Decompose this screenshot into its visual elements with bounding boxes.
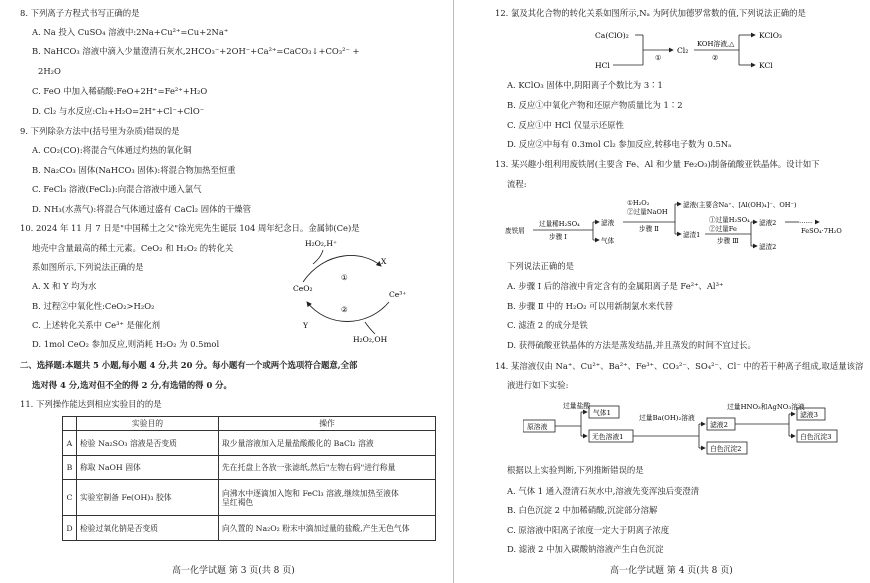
q10-option-c: C. 上述转化关系中 Ce³⁺ 是催化剂 (32, 320, 161, 330)
q13-reagent-h2o2: ①H₂O₂ (627, 199, 650, 207)
q8-option-b-cont: 2H₂O (38, 66, 61, 76)
table-row (63, 456, 436, 480)
q14-original: 原溶液 (527, 423, 548, 431)
q13-sub-stem: 下列说法正确的是 (507, 261, 574, 271)
q13-step1-cond: 过量稀H₂SO₄ (539, 220, 580, 228)
q13-stem-line2: 流程: (507, 179, 527, 189)
q12-kclo3: KClO₃ (759, 31, 782, 40)
q13-gas: 气体 (601, 237, 615, 245)
row-operation-line: 呈红褐色 (222, 497, 254, 507)
section2-instruction-line1: 二、选择题:本题共 5 小题,每小题 4 分,共 20 分。每小题有一个或两个选项符合题意,全部 (20, 360, 358, 370)
q14-option-a: A. 气体 1 通入澄清石灰水中,溶液先变浑浊后变澄清 (507, 486, 700, 496)
q14-stem-line2: 液进行如下实验: (507, 380, 569, 390)
q14-reagent3: 过量HNO₃和AgNO₃溶液 (727, 403, 805, 411)
header-aim: 实验目的 (77, 417, 219, 431)
q11-table (62, 416, 436, 541)
q13-flowchart (505, 196, 845, 258)
q10-product-y: Y (303, 321, 309, 330)
row-option: D (63, 516, 77, 541)
q13-stem-line1: 13. 某兴趣小组利用废铁屑(主要含 Fe、Al 和少量 Fe₂O₃)制备硫酸亚铁晶体。设计如下 (495, 159, 820, 169)
table-row (63, 431, 436, 456)
q10-lower-arc (307, 302, 389, 322)
q14-stem-line1: 14. 某溶液仅由 Na⁺、Cu²⁺、Ba²⁺、Fe³⁺、CO₃²⁻、SO₄²⁻、Cl⁻ 中的若干种离子组成,取适量该溶 (495, 361, 864, 371)
table-row (63, 480, 436, 516)
q13-dots: …… (799, 217, 813, 225)
q12-cl2: Cl₂ (677, 46, 689, 55)
q12-option-c: C. 反应①中 HCl 仅显示还原性 (507, 120, 624, 130)
q12-hcl: HCl (595, 61, 610, 70)
q9-option-a: A. CO₂(CO):将混合气体通过灼热的氧化铜 (32, 145, 192, 155)
q13-step2: 步骤 Ⅱ (639, 225, 659, 233)
q14-sub-stem: 根据以上实验判断,下列推断错误的是 (507, 465, 644, 475)
q12-condition2: KOH溶液,△ (697, 40, 735, 48)
row-option: C (63, 480, 77, 516)
q13-scrap: 废铁屑 (505, 227, 525, 235)
q13-filtrate-ions: 滤液(主要含Na⁺、[Al(OH)₄]⁻、OH⁻) (683, 201, 797, 209)
q14-reagent2: 过量Ba(OH)₂溶液 (639, 414, 695, 422)
q13-option-d: D. 获得硫酸亚铁晶体的方法是蒸发结晶,并且蒸发的时间不宜过长。 (507, 340, 756, 350)
q14-precip2: 白色沉淀2 (710, 445, 742, 453)
q12-stem: 12. 氯及其化合物的转化关系如图所示,Nₐ 为阿伏加德罗常数的值,下列说法正确的是 (495, 8, 806, 18)
q9-option-d: D. NH₃(水蒸气):将混合气体通过盛有 CaCl₂ 固体的干燥管 (32, 204, 252, 214)
q12-kcl: KCl (759, 61, 773, 70)
q8-option-b: B. NaHCO₃ 溶液中滴入少量澄清石灰水,2HCO₃⁻+2OH⁻+Ca²⁺=CaCO₃↓+CO₃²⁻ + (32, 46, 360, 56)
q10-ce-cycle-diagram (285, 236, 410, 346)
q10-stem-line2: 地壳中含量最高的稀土元素。CeO₂ 和 H₂O₂ 的转化关 (32, 243, 234, 253)
q13-reagent-naoh: ②过量NaOH (627, 208, 668, 216)
right-page-footer: 高一化学试题 第 4 页(共 8 页) (610, 566, 733, 576)
q10-option-d: D. 1mol CeO₂ 参加反应,则消耗 H₂O₂ 为 0.5mol (32, 339, 220, 349)
q14-flowchart (523, 398, 843, 456)
q10-reagent-in-arrow (313, 250, 323, 264)
row-aim: 检验 Na₂SO₃ 溶液是否变质 (77, 431, 219, 456)
q12-chlorine-diagram (595, 26, 815, 74)
section2-instruction-line2: 选对得 4 分,选对但不全的得 2 分,有选错的得 0 分。 (32, 380, 232, 390)
q10-step2: ② (341, 305, 348, 314)
q14-option-b: B. 白色沉淀 2 中加稀硝酸,沉淀部分溶解 (507, 505, 658, 515)
q12-option-b: B. 反应①中氧化产物和还原产物质量比为 1∶2 (507, 100, 683, 110)
row-operation: 先在托盘上各放一张滤纸,然后"左物右码"进行称量 (219, 456, 436, 480)
row-operation: 取少量溶液加入足量盐酸酸化的 BaCl₂ 溶液 (219, 431, 436, 456)
q14-filtrate2: 滤液2 (710, 421, 728, 429)
q11-stem: 11. 下列操作能达到相应实验目的的是 (20, 399, 162, 409)
q10-option-b: B. 过程②中氧化性:CeO₂>H₂O₂ (32, 301, 155, 311)
q10-bottom-reagent: H₂O₂,OH (353, 335, 388, 344)
q12-step2: ② (712, 53, 719, 62)
q13-option-a: A. 步骤 Ⅰ 后的溶液中肯定含有的金属阳离子是 Fe²⁺、Al³⁺ (507, 281, 724, 291)
row-aim: 实验室制备 Fe(OH)₃ 胶体 (77, 480, 219, 516)
q8-option-d: D. Cl₂ 与水反应:Cl₂+H₂O=2H⁺+Cl⁻+ClO⁻ (32, 106, 205, 116)
right-page (435, 0, 870, 583)
row-operation (219, 480, 436, 516)
q13-product: FeSO₄·7H₂O (801, 227, 842, 235)
table-header-row (63, 417, 436, 431)
row-aim: 称取 NaOH 固体 (77, 456, 219, 480)
q13-filtrate2: 滤液2 (759, 219, 777, 227)
q14-filtrate3: 滤液3 (800, 411, 818, 419)
row-option: A (63, 431, 77, 456)
q8-option-c: C. FeO 中加入稀硝酸:FeO+2H⁺=Fe²⁺+H₂O (32, 86, 208, 96)
q14-option-d: D. 滤液 2 中加入碳酸钠溶液产生白色沉淀 (507, 544, 664, 554)
q9-option-c: C. FeCl₃ 溶液(FeCl₂):向混合溶液中通入氯气 (32, 184, 202, 194)
q13-filtrate: 滤液 (601, 219, 615, 227)
q13-residue2: 滤渣2 (759, 243, 777, 251)
q13-reagent-h2so4: ①过量H₂SO₄ (709, 216, 750, 224)
q8-option-a: A. Na 投入 CuSO₄ 溶液中:2Na+Cu²⁺=Cu+2Na⁺ (32, 27, 229, 37)
q14-precip3: 白色沉淀3 (800, 433, 832, 441)
row-option: B (63, 456, 77, 480)
q10-ceo2: CeO₂ (293, 284, 313, 293)
q9-option-b: B. Na₂CO₃ 固体(NaHCO₃ 固体):将混合物加热至恒重 (32, 165, 236, 175)
header-option (63, 417, 77, 431)
q9-stem: 9. 下列除杂方法中(括号里为杂质)错误的是 (20, 126, 180, 136)
q13-reagent-fe: ②过量Fe (709, 225, 737, 233)
q13-step3: 步骤 Ⅲ (717, 237, 739, 245)
q10-reagent2-arrow (365, 322, 375, 334)
row-aim: 检验过氧化钠是否变质 (77, 516, 219, 541)
q12-caclo2: Ca(ClO)₂ (595, 31, 629, 40)
header-operation: 操作 (219, 417, 436, 431)
q14-reagent1: 过量盐酸 (563, 402, 591, 410)
q12-option-a: A. KClO₃ 固体中,阴阳离子个数比为 3∶1 (507, 80, 663, 90)
q14-solution1: 无色溶液1 (592, 433, 624, 441)
q10-option-a: A. X 和 Y 均为水 (32, 281, 97, 291)
q12-step1: ① (655, 53, 662, 62)
row-operation: 向久置的 Na₂O₂ 粉末中滴加过量的盐酸,产生无色气体 (219, 516, 436, 541)
q13-option-b: B. 步骤 Ⅱ 中的 H₂O₂ 可以用新制氯水来代替 (507, 301, 673, 311)
q13-residue1: 滤渣1 (683, 231, 701, 239)
q12-option-d: D. 反应②中每有 0.3mol Cl₂ 参加反应,转移电子数为 0.5Nₐ (507, 139, 732, 149)
q10-stem-line1: 10. 2024 年 11 月 7 日是"中国稀土之父"徐光宪先生诞辰 104 周年纪念日。金属铈(Ce)是 (20, 223, 360, 233)
q13-step1: 步骤 Ⅰ (549, 233, 567, 241)
q10-top-reagent: H₂O₂,H⁺ (305, 239, 337, 248)
q8-stem: 8. 下列离子方程式书写正确的是 (20, 8, 140, 18)
table-row (63, 516, 436, 541)
left-page-footer: 高一化学试题 第 3 页(共 8 页) (172, 566, 295, 576)
q10-ce3: Ce³⁺ (389, 290, 407, 299)
q13-option-c: C. 滤渣 2 的成分是铁 (507, 320, 588, 330)
q10-product-x: X (381, 257, 387, 266)
q14-option-c: C. 原溶液中阳离子浓度一定大于阴离子浓度 (507, 525, 670, 535)
q10-step1: ① (341, 273, 348, 282)
row-operation-line: 向沸水中逐滴加入饱和 FeCl₃ 溶液,继续加热至液体 (222, 488, 399, 498)
q10-stem-line3: 系如图所示,下列说法正确的是 (32, 262, 144, 272)
q14-gas1: 气体1 (593, 409, 611, 417)
